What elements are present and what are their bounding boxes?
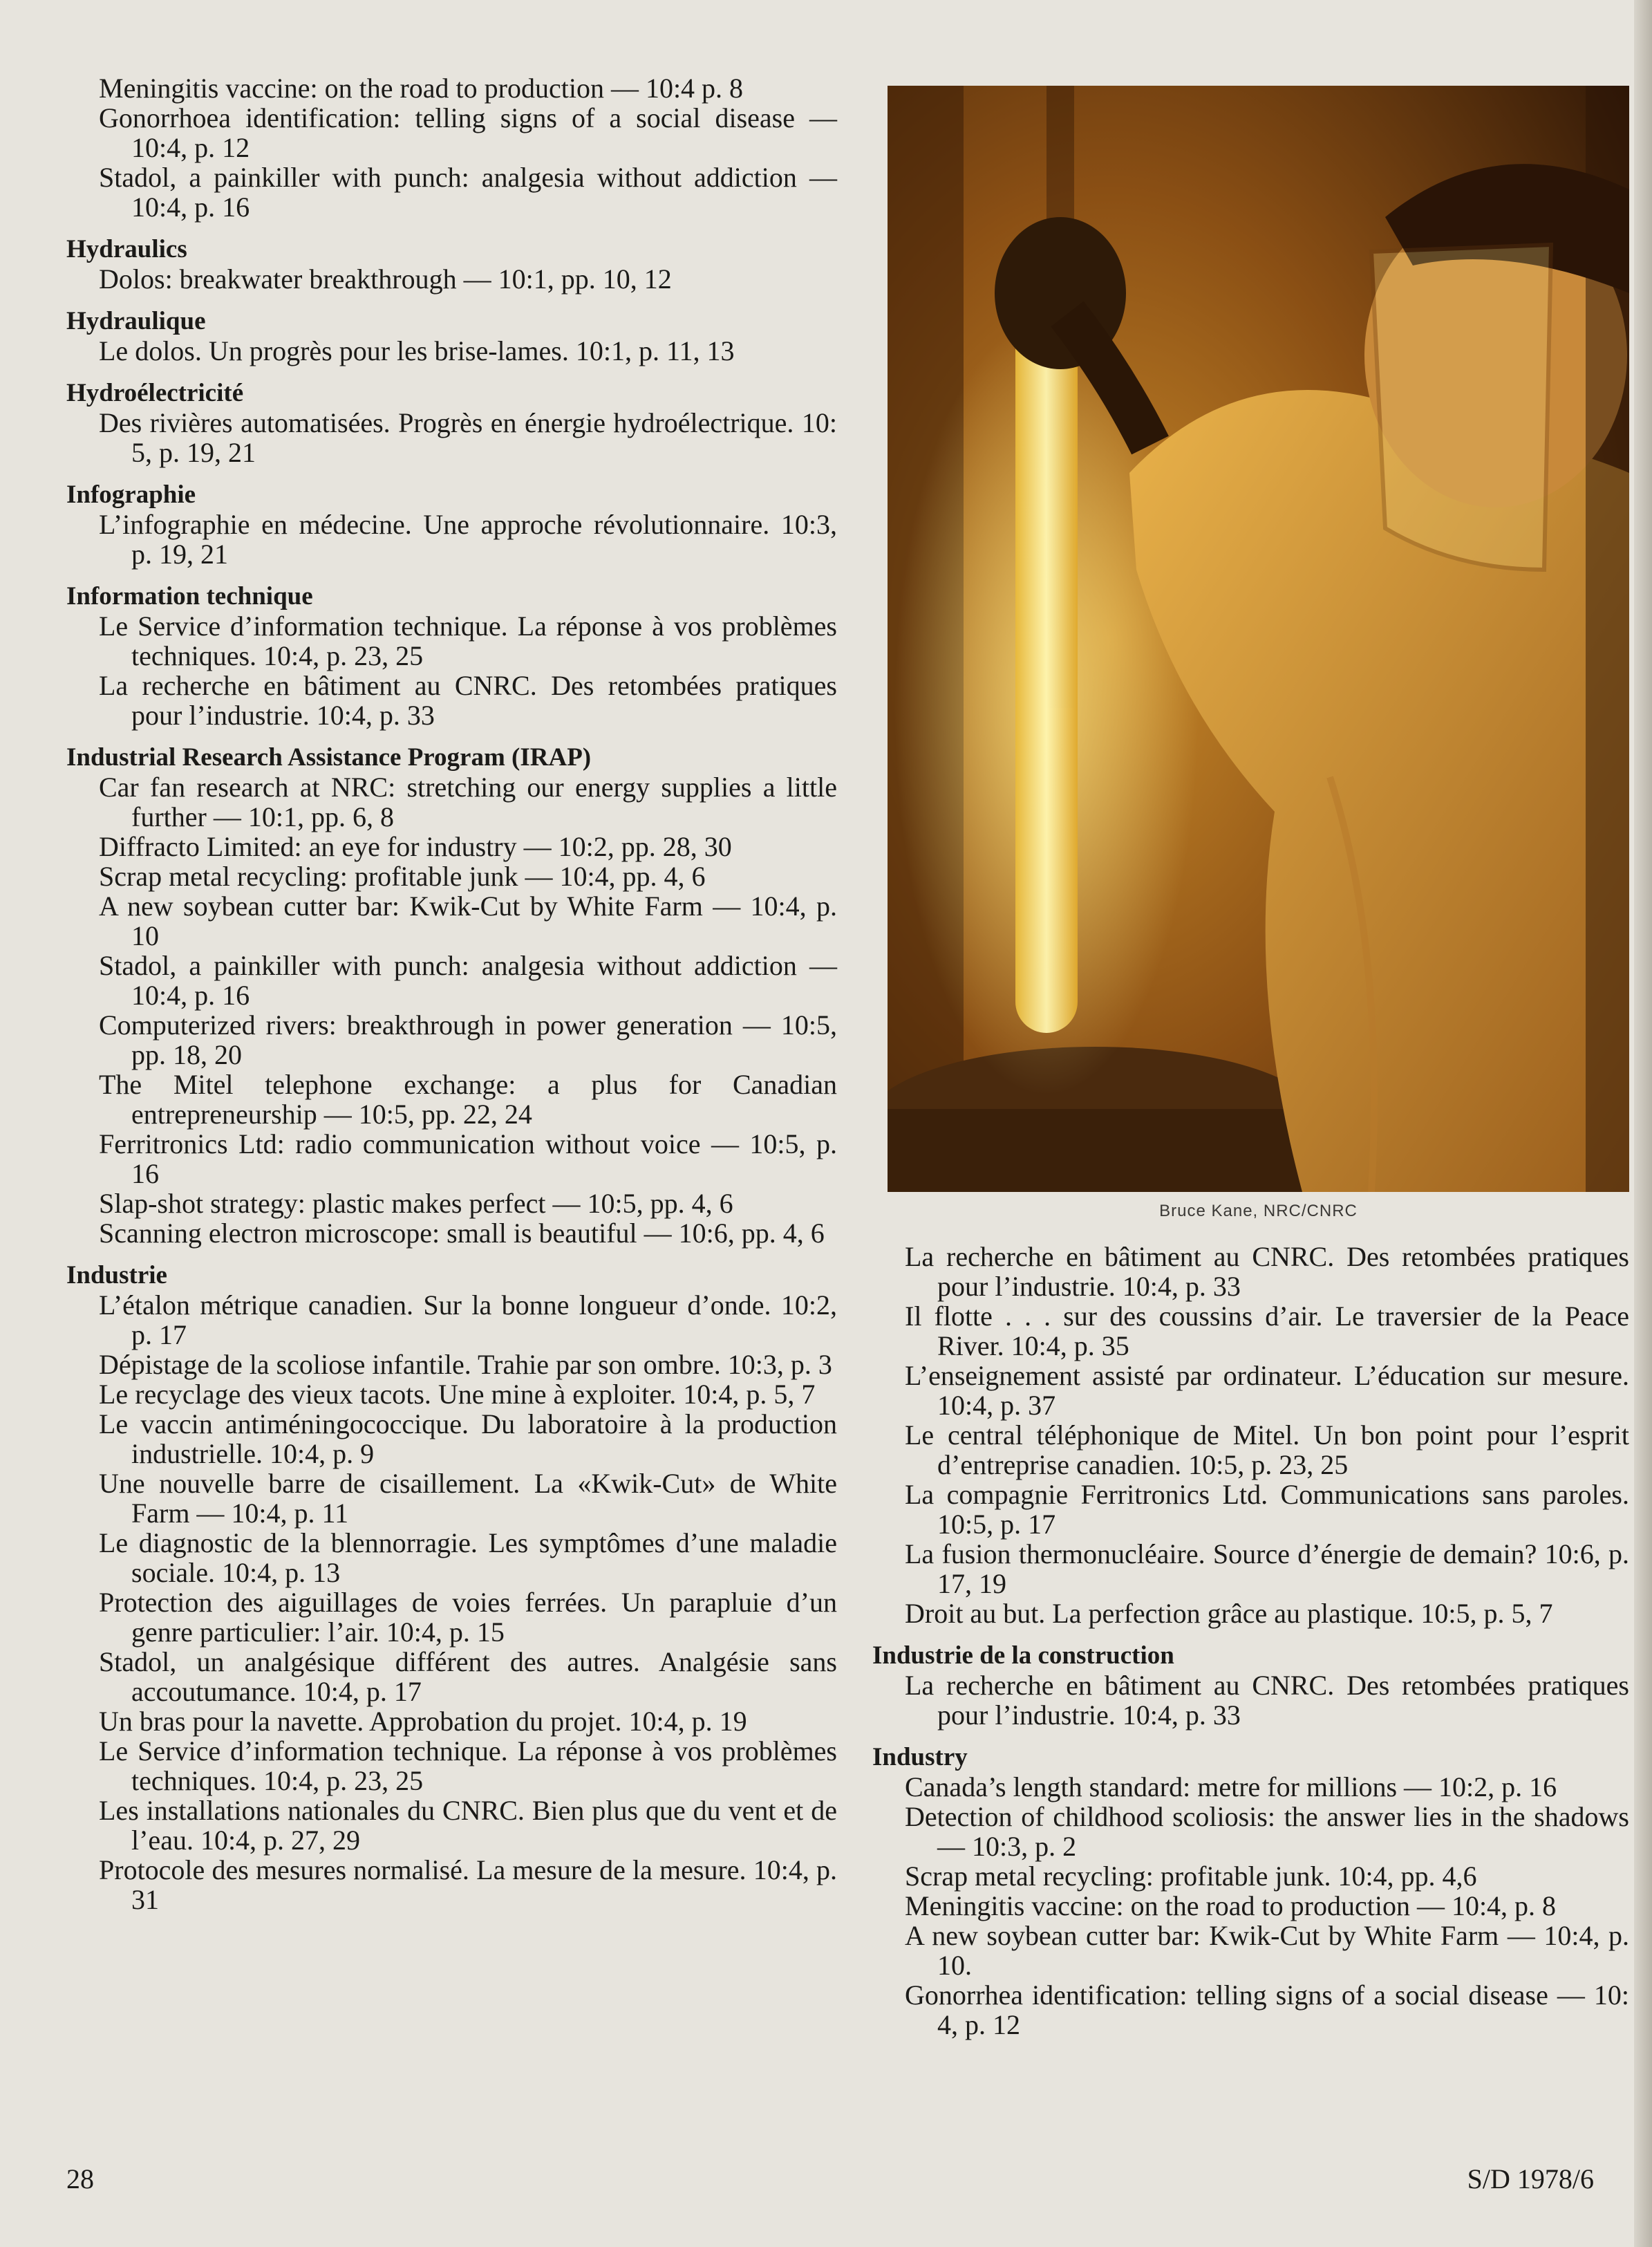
index-entry: Stadol, a painkiller with punch: analgesia without addiction — 10:4, p. 16 <box>99 950 837 1011</box>
index-entry: Le dolos. Un progrès pour les brise-lames. 10:1, p. 11, 13 <box>99 335 735 366</box>
index-entry: Le vaccin antiméningococcique. Du laboratoire à la production industrielle. 10:4, p. 9 <box>99 1408 837 1469</box>
index-entry: Un bras pour la navette. Approbation du projet. 10:4, p. 19 <box>99 1706 747 1737</box>
section-heading: Information technique <box>66 582 313 610</box>
left-column <box>66 73 837 1927</box>
right-column <box>872 1242 1629 2052</box>
index-entry: Meningitis vaccine: on the road to production — 10:4, p. 8 <box>905 1890 1557 1921</box>
index-entry: A new soybean cutter bar: Kwik-Cut by White Farm — 10:4, p. 10 <box>99 891 837 951</box>
section-heading: Infographie <box>66 481 196 509</box>
section-heading: Industrial Research Assistance Program (IRAP) <box>66 743 592 772</box>
index-entry: A new soybean cutter bar: Kwik-Cut by White Farm — 10:4, p. 10. <box>905 1920 1629 1981</box>
index-entry: L’enseignement assisté par ordinateur. L’éducation sur mesure. 10:4, p. 37 <box>905 1360 1629 1421</box>
index-entry: L’infographie en médecine. Une approche révolutionnaire. 10:3, p. 19, 21 <box>99 509 837 570</box>
photo-caption: Bruce Kane, NRC/CNRC <box>1159 1202 1358 1220</box>
section-industrie-de-la-construction <box>872 1641 1629 1730</box>
index-entry: Droit au but. La perfection grâce au plastique. 10:5, p. 5, 7 <box>905 1598 1553 1629</box>
index-entry: Stadol, un analgésique différent des autres. Analgésie sans accoutumance. 10:4, p. 17 <box>99 1646 837 1707</box>
index-entry: Stadol, a painkiller with punch: analgesia without addiction — 10:4, p. 16 <box>99 162 837 223</box>
index-entry: Le Service d’information technique. La réponse à vos problèmes techniques. 10:4, p. 23, 25 <box>99 610 837 671</box>
index-entry: La compagnie Ferritronics Ltd. Communications sans paroles. 10:5, p. 17 <box>905 1479 1629 1540</box>
index-entry: Diffracto Limited: an eye for industry — 10:2, pp. 28, 30 <box>99 831 732 862</box>
index-entry: Une nouvelle barre de cisaillement. La «Kwik-Cut» de White Farm — 10:4, p. 11 <box>99 1468 837 1529</box>
index-entry: The Mitel telephone exchange: a plus for Canadian entrepreneurship — 10:5, pp. 22, 24 <box>99 1069 837 1130</box>
index-entry: Scrap metal recycling: profitable junk. 10:4, pp. 4,6 <box>905 1861 1477 1892</box>
index-entry: Dolos: breakwater breakthrough — 10:1, pp. 10, 12 <box>99 263 672 295</box>
index-entry: L’étalon métrique canadien. Sur la bonne longueur d’onde. 10:2, p. 17 <box>99 1289 837 1350</box>
index-entry: Slap-shot strategy: plastic makes perfect — 10:5, pp. 4, 6 <box>99 1188 733 1219</box>
index-entry: Gonorrhea identification: telling signs of a social disease — 10: 4, p. 12 <box>905 1979 1629 2040</box>
index-entry: Le recyclage des vieux tacots. Une mine à exploiter. 10:4, p. 5, 7 <box>99 1379 816 1410</box>
section-heading: Hydraulics <box>66 235 187 263</box>
section-heading: Industry <box>872 1743 968 1771</box>
page-edge <box>1634 0 1652 2247</box>
index-entry: Gonorrhoea identification: telling signs of a social disease — 10:4, p. 12 <box>99 102 837 163</box>
section-heading: Industrie de la construction <box>872 1641 1174 1670</box>
index-entry: La recherche en bâtiment au CNRC. Des retombées pratiques pour l’industrie. 10:4, p. 33 <box>905 1241 1629 1302</box>
index-entry: Computerized rivers: breakthrough in power generation — 10:5, pp. 18, 20 <box>99 1009 837 1070</box>
index-entry: Meningitis vaccine: on the road to production — 10:4 p. 8 <box>99 73 744 104</box>
index-entry: Scanning electron microscope: small is beautiful — 10:6, pp. 4, 6 <box>99 1218 825 1249</box>
index-entry: Scrap metal recycling: profitable junk — 10:4, pp. 4, 6 <box>99 861 706 892</box>
section-hydraulics <box>66 234 837 294</box>
section-infographie <box>66 480 837 569</box>
index-entry: La recherche en bâtiment au CNRC. Des retombées pratiques pour l’industrie. 10:4, p. 33 <box>99 670 837 731</box>
index-entry: Ferritronics Ltd: radio communication without voice — 10:5, p. 16 <box>99 1128 837 1189</box>
index-entry: Des rivières automatisées. Progrès en énergie hydroélectrique. 10: 5, p. 19, 21 <box>99 407 837 468</box>
continued-section <box>66 73 837 222</box>
index-entry: Protocole des mesures normalisé. La mesure de la mesure. 10:4, p. 31 <box>99 1854 837 1915</box>
section-hydraulique <box>66 306 837 366</box>
section-industry <box>872 1742 1629 2040</box>
section-irap <box>66 743 837 1248</box>
section-heading: Industrie <box>66 1261 167 1289</box>
section-heading: Hydroélectricité <box>66 379 244 407</box>
index-entry: La fusion thermonucléaire. Source d’énergie de demain? 10:6, p. 17, 19 <box>905 1538 1629 1599</box>
section-hydroelectricite <box>66 378 837 467</box>
lab-photograph <box>888 86 1629 1192</box>
page-number: 28 <box>66 2163 94 2194</box>
issue-label: S/D 1978/6 <box>1467 2163 1594 2194</box>
index-entry: Le Service d’information technique. La réponse à vos problèmes techniques. 10:4, p. 23, 25 <box>99 1735 837 1796</box>
index-entry: Detection of childhood scoliosis: the answer lies in the shadows — 10:3, p. 2 <box>905 1801 1629 1862</box>
index-entry: Canada’s length standard: metre for millions — 10:2, p. 16 <box>905 1771 1557 1802</box>
index-entry: La recherche en bâtiment au CNRC. Des retombées pratiques pour l’industrie. 10:4, p. 33 <box>905 1670 1629 1731</box>
continued-section <box>872 1242 1629 1628</box>
index-entry: Protection des aiguillages de voies ferrées. Un parapluie d’un genre particulier: l’air. 10:4, p. 15 <box>99 1587 837 1648</box>
index-entry: Il flotte . . . sur des coussins d’air. Le traversier de la Peace River. 10:4, p. 35 <box>905 1300 1629 1361</box>
section-information-technique <box>66 581 837 730</box>
section-heading: Hydraulique <box>66 307 206 335</box>
index-entry: Car fan research at NRC: stretching our energy supplies a little further — 10:1, pp. 6, 8 <box>99 772 837 832</box>
index-entry: Le diagnostic de la blennorragie. Les symptômes d’une maladie sociale. 10:4, p. 13 <box>99 1527 837 1588</box>
index-entry: Les installations nationales du CNRC. Bien plus que du vent et de l’eau. 10:4, p. 27, 29 <box>99 1795 837 1856</box>
index-entry: Dépistage de la scoliose infantile. Trahie par son ombre. 10:3, p. 3 <box>99 1349 832 1380</box>
section-industrie <box>66 1260 837 1914</box>
index-entry: Le central téléphonique de Mitel. Un bon point pour l’esprit d’entreprise canadien. 10:5, p. 23, 25 <box>905 1419 1629 1480</box>
